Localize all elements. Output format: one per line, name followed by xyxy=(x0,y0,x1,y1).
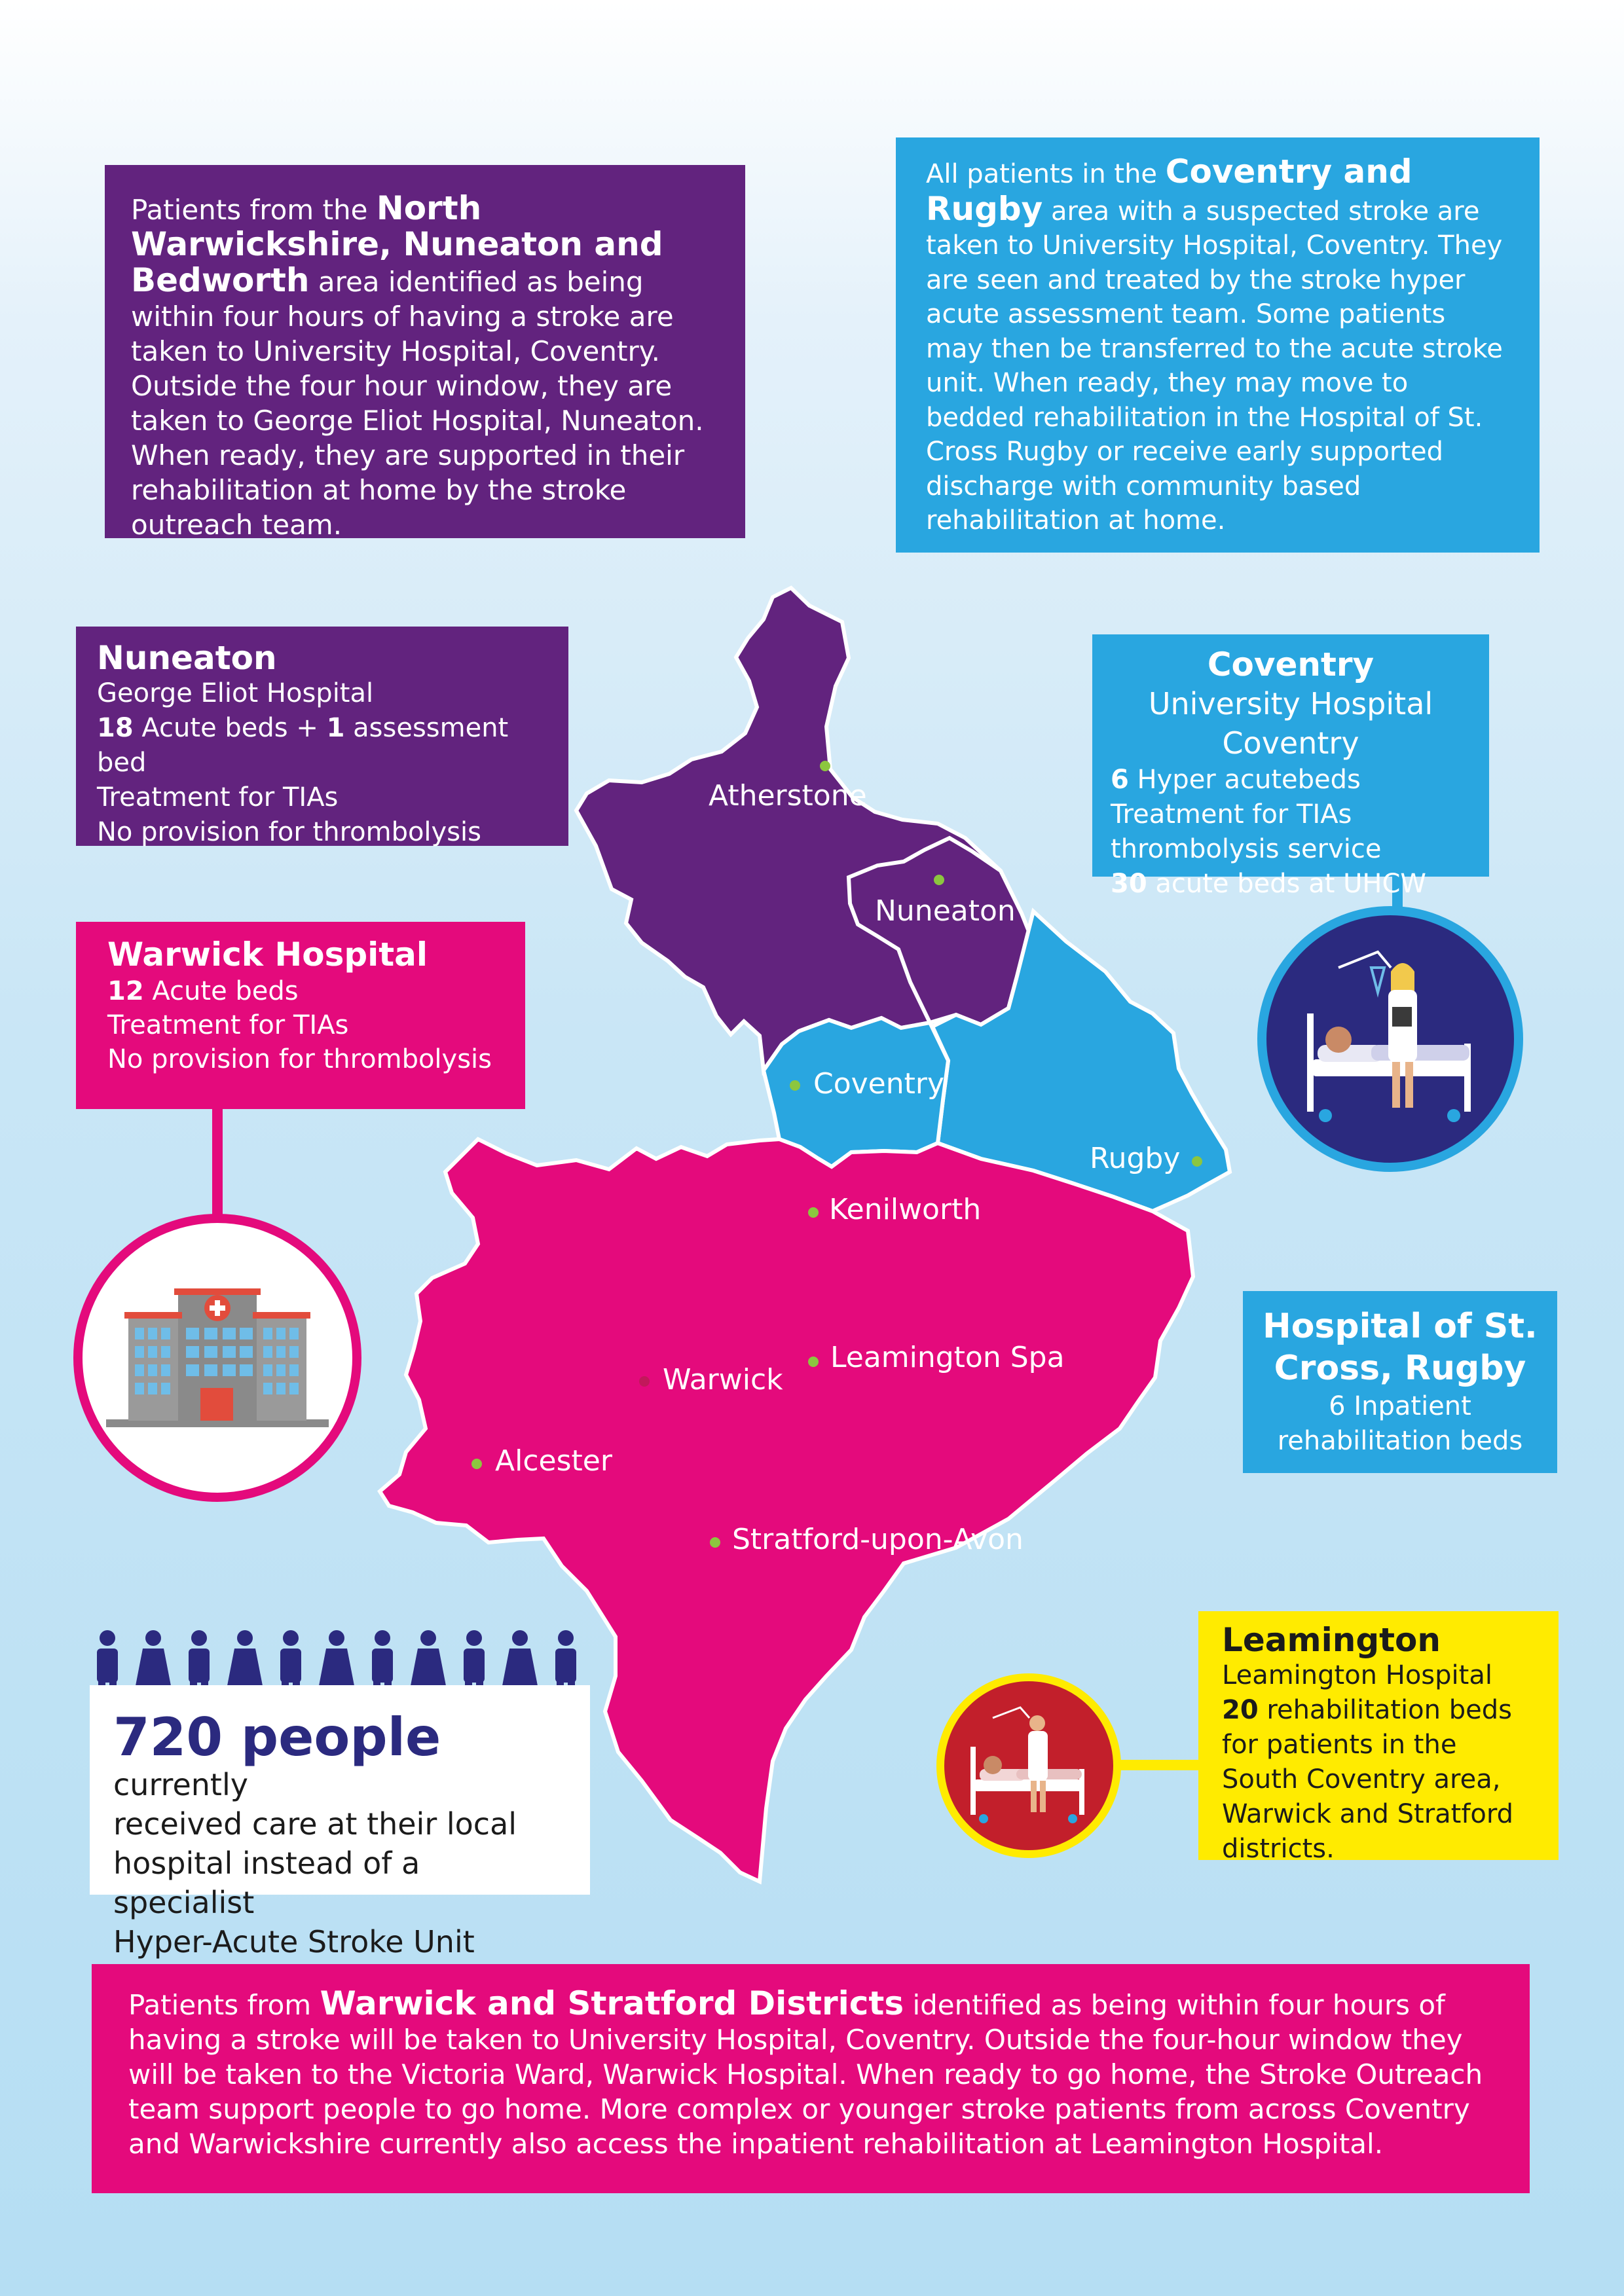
nuneaton-hospital-box xyxy=(76,627,568,846)
hospital-bed-icon xyxy=(944,1681,1113,1850)
coventry-dot xyxy=(790,1080,800,1091)
nuneaton-acute-text: Acute beds + xyxy=(133,713,327,743)
nuneaton-beds xyxy=(97,711,547,780)
coventry-acute-text: acute beds at UHCW xyxy=(1147,869,1426,899)
leamington-beds xyxy=(1222,1693,1535,1867)
people-stat-line1 xyxy=(113,1707,566,1804)
warwick-title: Warwick Hospital xyxy=(107,936,428,974)
nw-body: area identified as being within four hours of having a stroke are taken to University Hospital, Coventry. Outside the four hour window, they are taken to George Eliot Hospital, Nuneaton. When ready, they are supported in their rehabilitation at home by the stroke outreach team. xyxy=(131,266,704,541)
people-text-inline: currently xyxy=(113,1767,248,1802)
warwick-beds-count: 12 xyxy=(107,976,144,1006)
ws-intro: Patients from xyxy=(128,1989,320,2021)
nuneaton-tia: Treatment for TIAs xyxy=(97,782,339,812)
people-count: 720 people xyxy=(113,1707,441,1768)
people-line4: Hyper-Acute Stroke Unit xyxy=(113,1924,475,1959)
people-line2: received care at their local xyxy=(113,1806,517,1842)
hospital-building-icon xyxy=(83,1223,352,1493)
north-warwickshire-info-box xyxy=(105,165,745,541)
coventry-acute-count: 30 xyxy=(1111,869,1147,899)
warwick-beds xyxy=(107,974,494,1008)
warwick-hospital-illustration xyxy=(73,1214,361,1502)
coventry-hyper xyxy=(1111,763,1471,867)
hospital-bed-icon xyxy=(1266,915,1514,1163)
warwick-dot xyxy=(639,1376,650,1387)
cr-intro: All patients in the xyxy=(926,159,1166,189)
warwick-stratford-info-box xyxy=(92,1964,1530,2193)
warwick-tia: Treatment for TIAs xyxy=(107,1010,349,1040)
st-cross-beds: 6 Inpatient xyxy=(1329,1391,1471,1421)
cr-body: area with a suspected stroke are taken to University Hospital, Coventry. They are seen and treated by the stroke hyper acute assessment team. Some patients may then be transferred to the acute stroke unit. When ready, they may move to bedded rehabilitation in the Hospital of St. Cross Rugby or receive early supported discharge with community based rehabilitation at home. xyxy=(926,196,1503,536)
town-nuneaton: Nuneaton xyxy=(875,894,1016,928)
nuneaton-hospital-name: George Eliot Hospital xyxy=(97,678,374,708)
nw-highlight: North Warwickshire, Nuneaton and Bedworth xyxy=(131,189,663,299)
leamington-hospital-name: Leamington Hospital xyxy=(1222,1660,1492,1690)
coventry-hospital-box xyxy=(1092,634,1489,899)
coventry-subtitle: University Hospital Coventry xyxy=(1148,686,1433,761)
st-cross-hospital-box xyxy=(1243,1291,1557,1473)
town-warwick: Warwick xyxy=(663,1363,783,1396)
warwick-thrombolysis: No provision for thrombolysis xyxy=(107,1044,492,1074)
warwick-hospital-box xyxy=(76,922,525,1109)
coventry-acute xyxy=(1111,867,1471,902)
town-stratford: Stratford-upon-Avon xyxy=(732,1523,1024,1556)
town-alcester: Alcester xyxy=(495,1444,612,1478)
nuneaton-thrombolysis: No provision for thrombolysis xyxy=(97,817,482,847)
town-kenilworth: Kenilworth xyxy=(829,1193,982,1226)
ws-body: identified as being within four hours of having a stroke will be taken to University Hospital, Coventry. Outside the four-hour window they will be taken to the Victoria Ward, Warwick Hospital. When ready to go home, the Stroke Outreach team support people to go home. More complex or younger stroke patients from across Coventry and Warwickshire currently also access the inpatient rehabilitation at Leamington Hospital. xyxy=(128,1989,1483,2160)
town-atherstone: Atherstone xyxy=(709,779,867,812)
leamington-connector xyxy=(1113,1760,1205,1770)
st-cross-title: Hospital of St. Cross, Rugby xyxy=(1263,1307,1538,1388)
coventry-bed-illustration xyxy=(1257,906,1523,1172)
nw-intro: Patients from the xyxy=(131,194,377,226)
rugby-dot xyxy=(1192,1156,1202,1167)
ws-highlight: Warwick and Stratford Districts xyxy=(320,1984,904,2022)
alcester-dot xyxy=(471,1459,482,1469)
warwick-beds-text: Acute beds xyxy=(143,976,299,1006)
stratford-dot xyxy=(710,1537,720,1548)
leamington-beds-count: 20 xyxy=(1222,1695,1259,1725)
people-line3: hospital instead of a specialist xyxy=(113,1846,420,1920)
coventry-hyper-count: 6 xyxy=(1111,765,1129,795)
nuneaton-assess-text: assessment bed xyxy=(97,713,509,778)
atherstone-dot xyxy=(820,761,830,771)
nuneaton-dot xyxy=(934,875,944,885)
town-rugby: Rugby xyxy=(1090,1142,1181,1175)
town-coventry: Coventry xyxy=(813,1067,945,1101)
nuneaton-acute-count: 18 xyxy=(97,713,134,743)
nuneaton-title: Nuneaton xyxy=(97,639,277,677)
st-cross-rehab: rehabilitation beds xyxy=(1277,1426,1523,1456)
leamington-dot xyxy=(808,1357,819,1367)
leamington-title: Leamington xyxy=(1222,1621,1441,1659)
people-stat-box xyxy=(90,1685,590,1959)
leamington-beds-text: rehabilitation beds for patients in the South Coventry area, Warwick and Stratford districts. xyxy=(1222,1695,1514,1864)
cr-highlight: Coventry and Rugby xyxy=(926,153,1412,228)
leamington-hospital-box xyxy=(1198,1611,1559,1864)
nuneaton-assess-count: 1 xyxy=(326,713,345,743)
coventry-hyper-text: Hyper acutebeds Treatment for TIAs thrombolysis service xyxy=(1111,765,1382,864)
kenilworth-dot xyxy=(808,1207,819,1218)
coventry-rugby-info-box xyxy=(896,137,1540,553)
town-leamington: Leamington Spa xyxy=(830,1341,1065,1374)
coventry-title: Coventry xyxy=(1207,646,1375,683)
leamington-bed-illustration xyxy=(936,1673,1121,1858)
warwick-connector xyxy=(212,1106,223,1218)
